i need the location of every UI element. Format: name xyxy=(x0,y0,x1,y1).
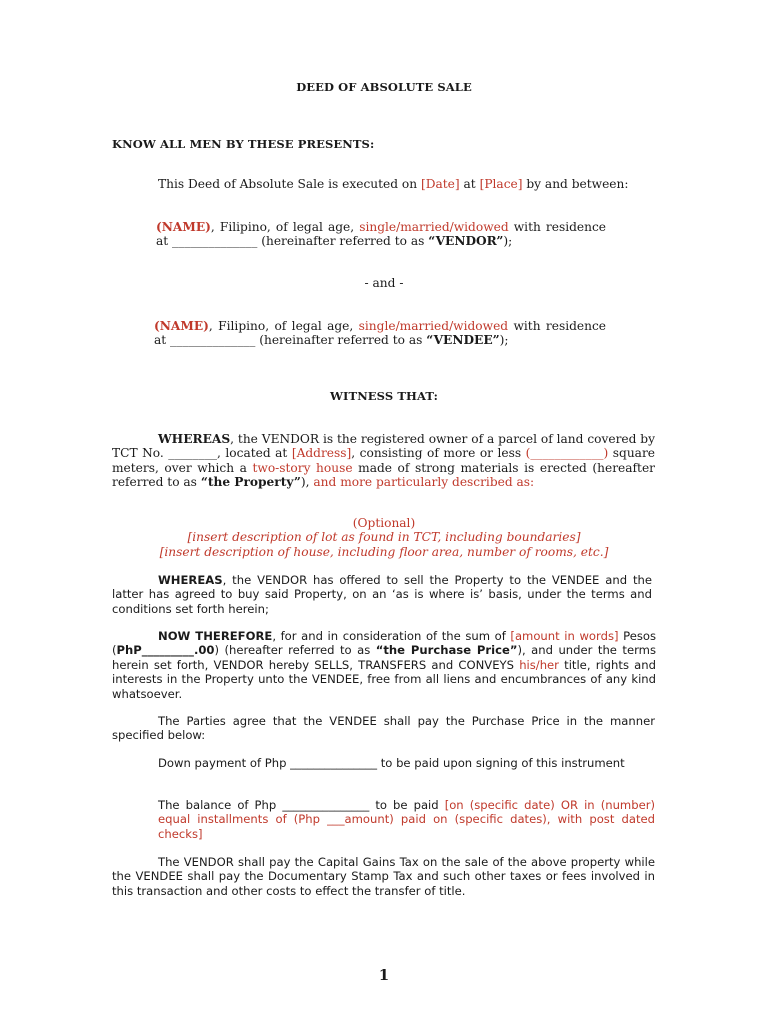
tax-paragraph: The VENDOR shall pay the Capital Gains Tax on the sale of the above property while the VENDEE shall pay the Documentary Stamp Tax and such other taxes or fees involved in this transaction and other costs to effect the transfer of title. xyxy=(112,855,655,898)
php-amount: PhP_________.00 xyxy=(116,643,215,658)
vendor-name-placeholder: (NAME) xyxy=(156,220,211,234)
house-placeholder: two-story house xyxy=(252,460,353,475)
intro-paragraph: This Deed of Absolute Sale is executed on [Date] at [Place] by and between: xyxy=(158,177,629,191)
document-title: DEED OF ABSOLUTE SALE xyxy=(296,80,472,94)
witness-heading: WITNESS THAT: xyxy=(330,389,438,403)
page-number: 1 xyxy=(378,966,390,984)
vendor-status-placeholder: single/married/widowed xyxy=(359,220,509,234)
purchase-price-term: “the Purchase Price” xyxy=(375,643,518,658)
whereas-ownership-paragraph: WHEREAS, the VENDOR is the registered owner of a parcel of land covered by TCT No. ________, located at [Address], consisting of more or less (____________) square meters, over which a two-story house made of strong materials is erected (hereafter referred to as “the Property”), and more particularly described as: xyxy=(112,432,655,490)
optional-house-description: [insert description of house, including floor area, number of rooms, etc.] xyxy=(159,545,609,559)
parties-agree-paragraph: The Parties agree that the VENDEE shall pay the Purchase Price in the manner specified below: xyxy=(112,714,655,743)
and-separator: - and - xyxy=(364,276,404,290)
optional-label: (Optional) xyxy=(352,516,416,530)
optional-lot-description: [insert description of lot as found in TCT, including boundaries] xyxy=(187,530,581,544)
area-placeholder: (____________) xyxy=(525,446,609,461)
address-placeholder: [Address] xyxy=(291,446,352,461)
whereas-offer-paragraph: WHEREAS, the VENDOR has offered to sell the Property to the VENDEE and the latter has agreed to buy said Property, on an ‘as is where is’ basis, under the terms and conditions set forth herein; xyxy=(112,573,652,616)
vendee-name-placeholder: (NAME) xyxy=(154,319,209,333)
vendee-paragraph: (NAME), Filipino, of legal age, single/married/widowed with residence at ______________ (hereinafter referred to as “VENDEE”); xyxy=(154,319,607,348)
vendor-role: “VENDOR” xyxy=(428,234,504,249)
vendor-paragraph: (NAME), Filipino, of legal age, single/married/widowed with residence at ______________ (hereinafter referred to as “VENDOR”); xyxy=(156,220,606,249)
date-placeholder: [Date] xyxy=(420,177,460,191)
payment-terms-placeholder: [on (specific date) OR in (number) equal installments of (Php ___amount) paid on (specific dates), with post dated checks] xyxy=(158,798,655,841)
balance-paragraph: The balance of Php _______________ to be paid [on (specific date) OR in (number) equal installments of (Php ___amount) paid on (specific dates), with post dated checks] xyxy=(158,798,655,841)
place-placeholder: [Place] xyxy=(479,177,523,191)
hisher-placeholder: his/her xyxy=(519,657,559,672)
down-payment-paragraph: Down payment of Php _______________ to be paid upon signing of this instrument xyxy=(158,756,625,770)
more-described-text: and more particularly described as: xyxy=(313,475,535,490)
vendee-status-placeholder: single/married/widowed xyxy=(358,319,509,333)
vendee-role: “VENDEE” xyxy=(426,333,500,348)
presents-heading: KNOW ALL MEN BY THESE PRESENTS: xyxy=(112,137,375,151)
now-therefore-paragraph: NOW THEREFORE, for and in consideration of the sum of [amount in words] Pesos (PhP_________.00) (hereafter referred to as “the Purchase Price”), and under the terms herein set forth, VENDOR hereby SELLS, TRANSFERS and CONVEYS his/her title, rights and interests in the Property unto the VENDEE, free from all liens and encumbrances of any kind whatsoever. xyxy=(112,629,656,701)
amount-words-placeholder: [amount in words] xyxy=(510,629,619,643)
property-term: “the Property” xyxy=(200,475,301,490)
